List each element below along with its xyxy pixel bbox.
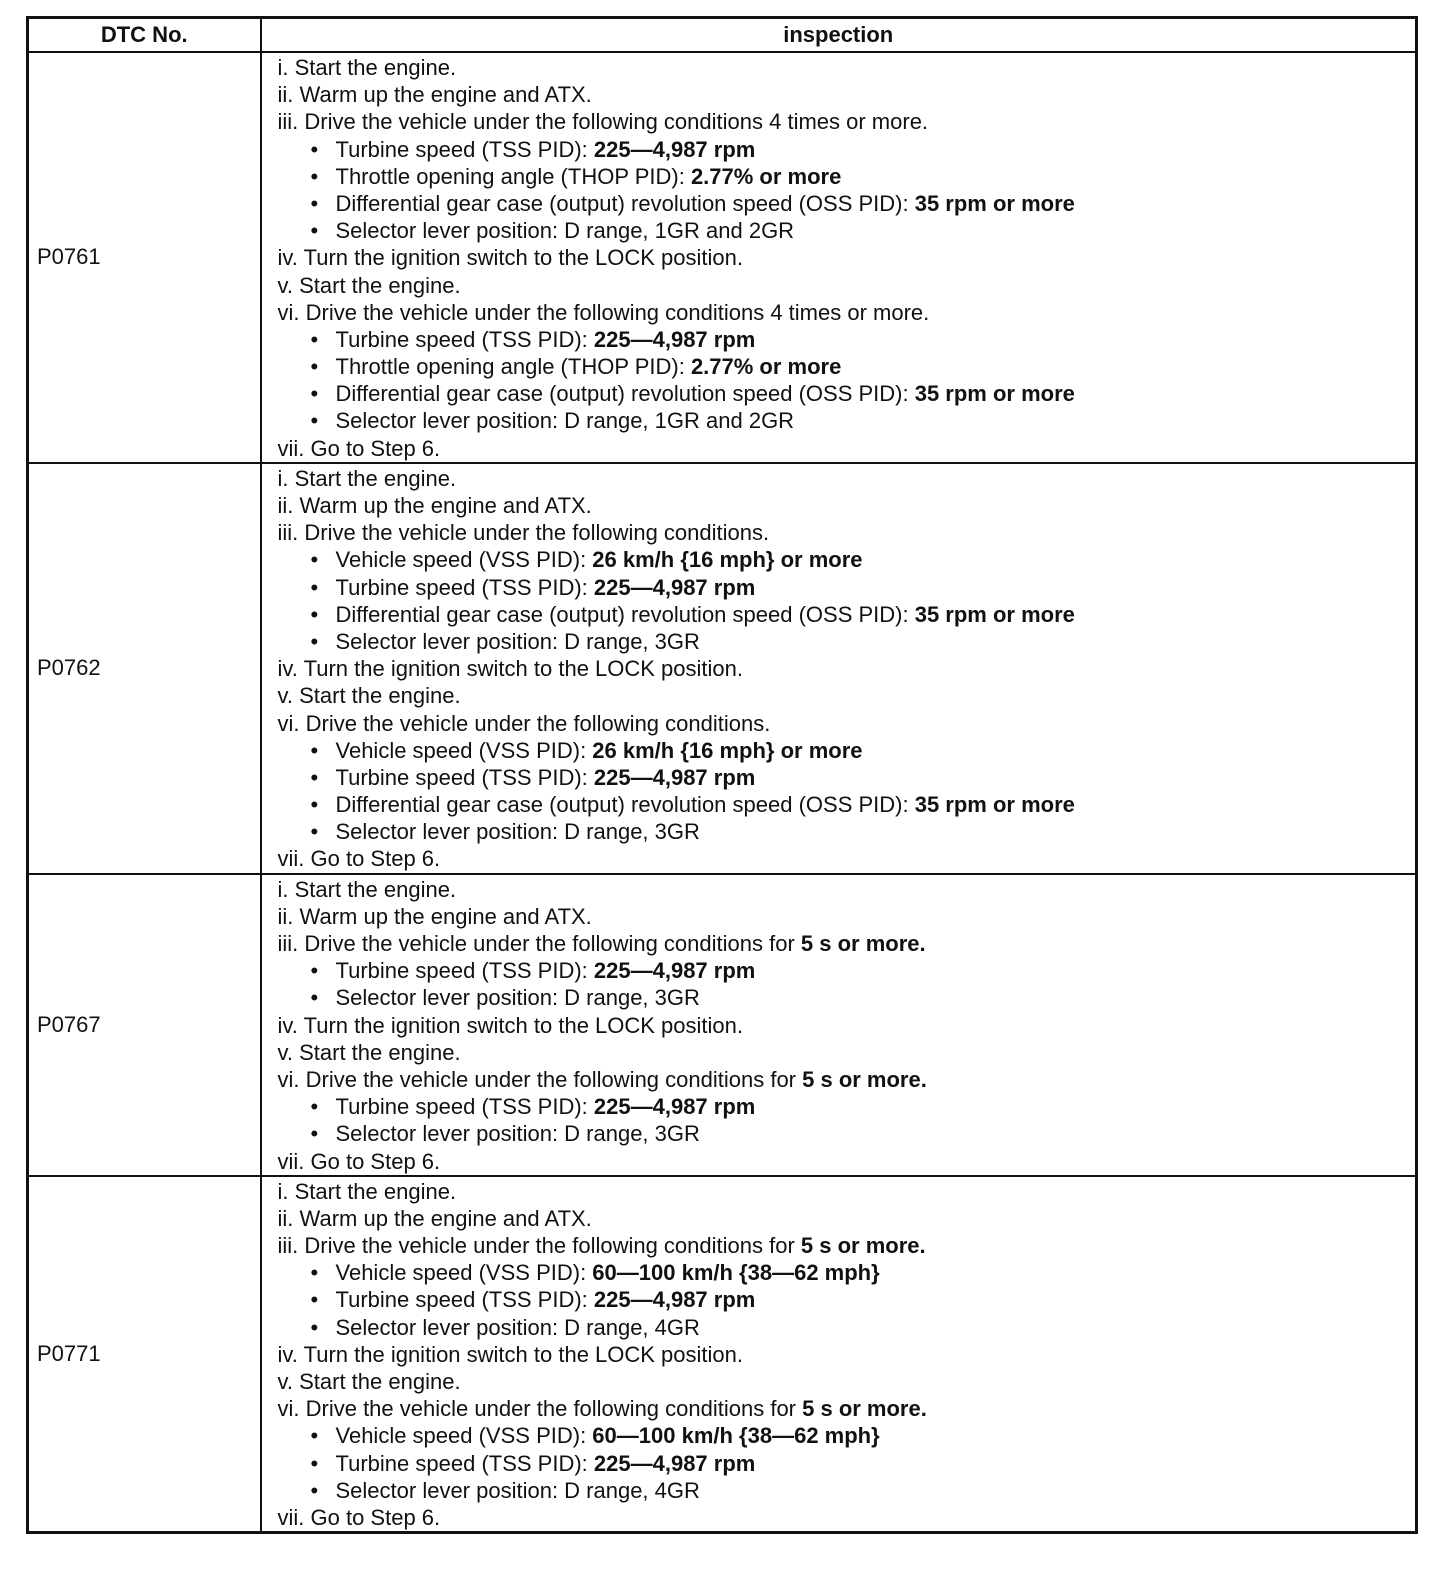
step-number: v. — [277, 683, 293, 709]
step-item — [278, 655, 1416, 682]
table-row — [28, 1176, 1417, 1533]
step-text: Differential gear case (output) revolution speed (OSS PID): — [335, 792, 915, 818]
step-number: v. — [277, 1369, 293, 1394]
step-text: Selector lever position: D range, 3GR — [335, 628, 700, 654]
step-item — [278, 1066, 1416, 1093]
condition-item — [278, 136, 1416, 163]
step-item — [278, 845, 1416, 872]
bullet-icon: • — [310, 764, 319, 790]
step-number: i. — [277, 876, 289, 902]
dtc-inspection-table — [26, 16, 1418, 1534]
step-text: Differential gear case (output) revolution speed (OSS PID): — [335, 190, 915, 216]
bullet-icon: • — [310, 218, 319, 244]
step-text: Go to Step 6. — [310, 846, 441, 872]
step-text: Throttle opening angle (THOP PID): — [335, 354, 691, 380]
step-text: Throttle opening angle (THOP PID): — [335, 163, 691, 189]
condition-item — [278, 217, 1416, 244]
step-number: iii. — [277, 931, 299, 956]
spec-value: 35 rpm or more — [914, 601, 1075, 627]
spec-value: 35 rpm or more — [914, 381, 1075, 407]
step-number: i. — [277, 465, 289, 491]
condition-item — [278, 407, 1416, 434]
inspection-steps — [261, 874, 1417, 1176]
step-number: v. — [277, 1039, 293, 1065]
dtc-code: P0771 — [28, 1176, 261, 1533]
step-number: v. — [277, 272, 293, 298]
condition-item — [278, 1450, 1416, 1477]
bullet-icon: • — [310, 381, 319, 407]
inspection-steps — [261, 1176, 1417, 1533]
bullet-icon: • — [310, 1423, 319, 1449]
bullet-icon: • — [310, 628, 319, 654]
step-text: Warm up the engine and ATX. — [299, 82, 592, 108]
spec-value: 26 km/h {16 mph} or more — [592, 547, 863, 573]
condition-item — [278, 957, 1416, 984]
condition-item — [278, 737, 1416, 764]
step-text: Go to Step 6. — [310, 1504, 441, 1530]
step-item — [278, 1205, 1416, 1232]
step-number: vi. — [277, 710, 300, 736]
step-text: Warm up the engine and ATX. — [299, 903, 592, 929]
step-text: Selector lever position: D range, 4GR — [335, 1477, 700, 1503]
step-number: i. — [277, 55, 289, 80]
step-text: Drive the vehicle under the following conditions. — [304, 520, 770, 546]
dtc-code: P0762 — [28, 463, 261, 874]
step-item — [278, 1178, 1416, 1205]
step-number: vi. — [277, 1066, 300, 1092]
bullet-icon: • — [310, 163, 319, 189]
step-text: Drive the vehicle under the following conditions for — [304, 1233, 801, 1259]
step-item — [278, 1504, 1416, 1531]
step-text: Start the engine. — [294, 465, 457, 491]
condition-item — [278, 326, 1416, 353]
step-text: Vehicle speed (VSS PID): — [335, 1423, 593, 1449]
dtc-code: P0761 — [28, 52, 261, 463]
spec-value: 225—4,987 rpm — [593, 958, 756, 984]
condition-item — [278, 601, 1416, 628]
step-text: Drive the vehicle under the following conditions for — [305, 1066, 803, 1092]
step-number: vii. — [277, 1148, 305, 1174]
step-text: Drive the vehicle under the following conditions 4 times or more. — [304, 109, 929, 135]
step-text: Start the engine. — [294, 55, 457, 80]
step-text: Turbine speed (TSS PID): — [335, 1287, 594, 1313]
step-item — [278, 272, 1416, 299]
bullet-icon: • — [310, 1450, 319, 1476]
step-number: iv. — [277, 1341, 298, 1367]
step-text: Selector lever position: D range, 1GR and 2GR — [335, 218, 795, 244]
inspection-header: inspection — [261, 18, 1417, 53]
step-text: Differential gear case (output) revolution speed (OSS PID): — [335, 601, 915, 627]
step-text: Go to Step 6. — [310, 1148, 441, 1174]
step-item — [278, 1368, 1416, 1395]
step-number: vii. — [277, 435, 305, 461]
step-item — [278, 435, 1416, 462]
bullet-icon: • — [310, 408, 319, 434]
step-text: Turbine speed (TSS PID): — [335, 136, 594, 162]
spec-value: 2.77% or more — [690, 163, 842, 189]
spec-value: 225—4,987 rpm — [593, 1094, 756, 1120]
step-text: Drive the vehicle under the following conditions 4 times or more. — [305, 299, 930, 325]
step-item — [278, 519, 1416, 546]
bullet-icon: • — [310, 1477, 319, 1503]
step-item — [278, 930, 1416, 957]
step-number: ii. — [277, 82, 294, 108]
bullet-icon: • — [310, 737, 319, 763]
bullet-icon: • — [310, 1121, 319, 1147]
spec-value: 225—4,987 rpm — [593, 1450, 756, 1476]
condition-item — [278, 984, 1416, 1011]
bullet-icon: • — [310, 1314, 319, 1340]
condition-item — [278, 1093, 1416, 1120]
step-text: Start the engine. — [294, 1178, 457, 1204]
step-item — [278, 876, 1416, 903]
step-number: ii. — [277, 493, 294, 518]
condition-item — [278, 190, 1416, 217]
condition-item — [278, 791, 1416, 818]
step-item — [278, 244, 1416, 271]
step-text: Turn the ignition switch to the LOCK position. — [303, 656, 744, 682]
step-text: Vehicle speed (VSS PID): — [335, 1260, 593, 1286]
bullet-icon: • — [310, 326, 319, 352]
step-text: Start the engine. — [299, 1039, 461, 1065]
bullet-icon: • — [310, 547, 319, 573]
spec-value: 2.77% or more — [690, 354, 842, 380]
inspection-steps — [261, 463, 1417, 874]
condition-item — [278, 1259, 1416, 1286]
bullet-icon: • — [310, 1094, 319, 1120]
spec-value: 5 s or more. — [800, 1233, 926, 1259]
step-item — [278, 1341, 1416, 1368]
condition-item — [278, 380, 1416, 407]
condition-item — [278, 1314, 1416, 1341]
step-text: Selector lever position: D range, 1GR and 2GR — [335, 408, 795, 434]
step-text: Turbine speed (TSS PID): — [335, 1450, 594, 1476]
condition-item — [278, 818, 1416, 845]
bullet-icon: • — [310, 190, 319, 216]
condition-item — [278, 1286, 1416, 1313]
spec-value: 5 s or more. — [800, 931, 926, 956]
step-item — [278, 1039, 1416, 1066]
step-text: Turn the ignition switch to the LOCK position. — [303, 1012, 744, 1038]
step-text: Turbine speed (TSS PID): — [335, 1094, 594, 1120]
step-item — [278, 492, 1416, 519]
step-number: iii. — [277, 1233, 299, 1259]
inspection-steps — [261, 52, 1417, 463]
step-item — [278, 1012, 1416, 1039]
step-text: Start the engine. — [299, 683, 461, 709]
step-number: ii. — [277, 903, 294, 929]
bullet-icon: • — [310, 574, 319, 600]
condition-item — [278, 764, 1416, 791]
spec-value: 5 s or more. — [802, 1066, 927, 1092]
spec-value: 5 s or more. — [802, 1396, 927, 1422]
step-text: Drive the vehicle under the following conditions. — [305, 710, 771, 736]
spec-value: 225—4,987 rpm — [593, 326, 756, 352]
spec-value: 60—100 km/h {38—62 mph} — [592, 1260, 880, 1286]
bullet-icon: • — [310, 792, 319, 818]
step-number: vii. — [277, 846, 305, 872]
spec-value: 35 rpm or more — [914, 792, 1075, 818]
step-text: Turbine speed (TSS PID): — [335, 764, 594, 790]
step-number: vi. — [277, 299, 300, 325]
step-item — [278, 903, 1416, 930]
dtc-code: P0767 — [28, 874, 261, 1176]
step-number: iv. — [277, 656, 298, 682]
spec-value: 225—4,987 rpm — [593, 1287, 756, 1313]
step-number: iii. — [277, 109, 299, 135]
step-text: Turn the ignition switch to the LOCK position. — [303, 245, 744, 271]
step-number: iv. — [277, 245, 298, 271]
step-text: Turbine speed (TSS PID): — [335, 574, 594, 600]
step-item — [278, 1148, 1416, 1175]
condition-item — [278, 353, 1416, 380]
table-row — [28, 463, 1417, 874]
spec-value: 60—100 km/h {38—62 mph} — [592, 1423, 880, 1449]
step-text: Start the engine. — [299, 1369, 461, 1394]
bullet-icon: • — [310, 985, 319, 1011]
step-text: Differential gear case (output) revolution speed (OSS PID): — [335, 381, 915, 407]
step-text: Drive the vehicle under the following conditions for — [305, 1396, 803, 1422]
step-item — [278, 81, 1416, 108]
dtc-no-header: DTC No. — [28, 18, 261, 53]
step-item — [278, 1232, 1416, 1259]
step-text: Selector lever position: D range, 3GR — [335, 819, 700, 845]
step-number: vi. — [277, 1396, 300, 1422]
step-text: Go to Step 6. — [310, 435, 441, 461]
step-number: iii. — [277, 520, 299, 546]
condition-item — [278, 546, 1416, 573]
step-item — [278, 108, 1416, 135]
step-text: Turn the ignition switch to the LOCK position. — [303, 1341, 744, 1367]
step-text: Selector lever position: D range, 4GR — [335, 1314, 700, 1340]
step-text: Vehicle speed (VSS PID): — [335, 737, 593, 763]
step-item — [278, 299, 1416, 326]
step-text: Selector lever position: D range, 3GR — [335, 985, 700, 1011]
spec-value: 26 km/h {16 mph} or more — [592, 737, 863, 763]
step-text: Turbine speed (TSS PID): — [335, 958, 594, 984]
table-row — [28, 52, 1417, 463]
table-header-row — [28, 18, 1417, 53]
spec-value: 225—4,987 rpm — [593, 574, 756, 600]
step-item — [278, 54, 1416, 81]
step-text: Start the engine. — [294, 876, 457, 902]
condition-item — [278, 1477, 1416, 1504]
bullet-icon: • — [310, 354, 319, 380]
step-number: ii. — [277, 1205, 294, 1231]
table-row — [28, 874, 1417, 1176]
step-item — [278, 1395, 1416, 1422]
condition-item — [278, 1422, 1416, 1449]
bullet-icon: • — [310, 1260, 319, 1286]
bullet-icon: • — [310, 819, 319, 845]
step-number: vii. — [277, 1504, 305, 1530]
bullet-icon: • — [310, 1287, 319, 1313]
condition-item — [278, 628, 1416, 655]
step-number: iv. — [277, 1012, 298, 1038]
step-item — [278, 682, 1416, 709]
spec-value: 35 rpm or more — [914, 190, 1075, 216]
bullet-icon: • — [310, 601, 319, 627]
spec-value: 225—4,987 rpm — [593, 136, 756, 162]
bullet-icon: • — [310, 136, 319, 162]
step-text: Selector lever position: D range, 3GR — [335, 1121, 700, 1147]
step-number: i. — [277, 1178, 289, 1204]
condition-item — [278, 163, 1416, 190]
step-text: Start the engine. — [299, 272, 461, 298]
bullet-icon: • — [310, 958, 319, 984]
step-text: Warm up the engine and ATX. — [299, 493, 592, 518]
condition-item — [278, 1120, 1416, 1147]
spec-value: 225—4,987 rpm — [593, 764, 756, 790]
step-item — [278, 710, 1416, 737]
step-item — [278, 465, 1416, 492]
step-text: Drive the vehicle under the following conditions for — [304, 931, 801, 956]
step-text: Warm up the engine and ATX. — [299, 1205, 592, 1231]
step-text: Vehicle speed (VSS PID): — [335, 547, 593, 573]
step-text: Turbine speed (TSS PID): — [335, 326, 594, 352]
condition-item — [278, 574, 1416, 601]
